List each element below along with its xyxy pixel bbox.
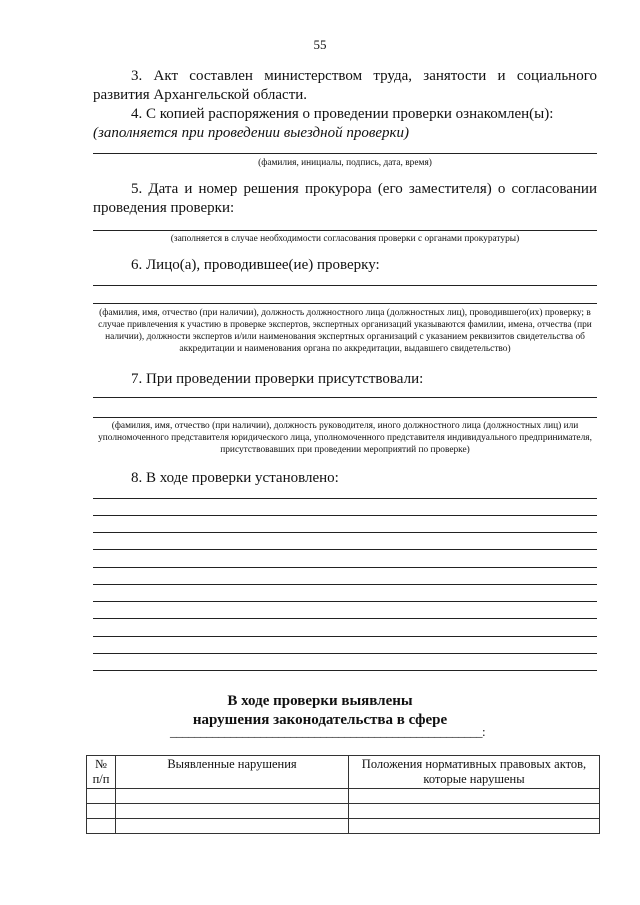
item-8-fill-line-11[interactable] xyxy=(93,670,597,671)
item-5-paragraph xyxy=(93,180,597,218)
table-cell[interactable] xyxy=(349,804,600,819)
item-4-fill-line[interactable] xyxy=(93,153,597,154)
item-8-fill-line-5[interactable] xyxy=(93,567,597,568)
item-8-fill-line-7[interactable] xyxy=(93,601,597,602)
table-row xyxy=(87,789,600,804)
table-cell[interactable] xyxy=(116,789,349,804)
violations-table xyxy=(86,755,600,834)
item-4-text: 4. С копией распоряжения о проведении проверки ознакомлен(ы): xyxy=(131,106,554,122)
item-6-fill-line-2[interactable] xyxy=(93,303,597,304)
item-7-caption: (фамилия, имя, отчество (при наличии), должность руководителя, иного должностного лица (должностных лиц) или уполномоченного представителя юридического лица, уполномоченного представителя индивидуального предпринимателя, присутствовавших при проведении мероприятий по проверке) xyxy=(98,421,592,455)
item-8-fill-line-1[interactable] xyxy=(93,498,597,499)
table-cell[interactable] xyxy=(87,819,116,834)
item-8-fill-line-4[interactable] xyxy=(93,549,597,550)
item-3-text: 3. Акт составлен министерством труда, занятости и социального развития Архангельской области. xyxy=(93,68,597,103)
item-6-fill-line-1[interactable] xyxy=(93,285,597,286)
item-6-text: 6. Лицо(а), проводившее(ие) проверку: xyxy=(131,257,380,273)
table-header-row xyxy=(87,756,600,789)
item-5-text: 5. Дата и номер решения прокурора (его заместителя) о согласовании проведения проверки: xyxy=(93,181,597,216)
col-number-header: № п/п xyxy=(87,756,116,789)
item-8-text: 8. В ходе проверки установлено: xyxy=(131,470,339,486)
table-row xyxy=(87,804,600,819)
item-3-paragraph xyxy=(93,67,597,105)
page-number: 55 xyxy=(313,37,327,52)
item-8-fill-line-10[interactable] xyxy=(93,653,597,654)
item-5-fill-line[interactable] xyxy=(93,230,597,231)
table-cell[interactable] xyxy=(87,804,116,819)
table-cell[interactable] xyxy=(349,789,600,804)
table-cell[interactable] xyxy=(116,804,349,819)
col-norms-header: Положения нормативных правовых актов, которые нарушены xyxy=(349,756,600,789)
table-cell[interactable] xyxy=(349,819,600,834)
violations-title-line-2: нарушения законодательства в сфере xyxy=(192,712,448,728)
item-8-fill-line-9[interactable] xyxy=(93,636,597,637)
table-row xyxy=(87,819,600,834)
item-7-fill-line-2[interactable] xyxy=(93,417,597,418)
item-4-paragraph xyxy=(93,105,597,143)
table-cell[interactable] xyxy=(116,819,349,834)
col-violations-header: Выявленные нарушения xyxy=(116,756,349,789)
item-5-caption: (заполняется в случае необходимости согласования проверки с органами прокуратуры) xyxy=(170,234,520,244)
item-7-text: 7. При проведении проверки присутствовали: xyxy=(131,371,424,387)
item-7-fill-line-1[interactable] xyxy=(93,397,597,398)
item-4-caption: (фамилия, инициалы, подпись, дата, время) xyxy=(258,158,432,168)
item-8-fill-line-3[interactable] xyxy=(93,532,597,533)
violations-title-line-1: В ходе проверки выявлены xyxy=(227,693,413,709)
table-cell[interactable] xyxy=(87,789,116,804)
item-6-caption: (фамилия, имя, отчество (при наличии), должность должностного лица (должностных лиц), проводившего(их) проверку; в случае привлечения к участию в проверке экспертов, экспертных организаций указываются фамилии, имена, отчества (при наличии), должности экспертов и/или наименования экспертных организаций с указанием реквизитов свидетельства об аккредитации и наименования органа по аккредитации, выдавшего свидетельство) xyxy=(98,308,592,354)
item-8-fill-line-8[interactable] xyxy=(93,618,597,619)
item-8-fill-line-6[interactable] xyxy=(93,584,597,585)
item-8-fill-line-2[interactable] xyxy=(93,515,597,516)
violations-sphere-blank[interactable]: ____________________________________________________: xyxy=(170,724,486,739)
item-4-note: (заполняется при проведении выездной проверки) xyxy=(93,125,410,141)
